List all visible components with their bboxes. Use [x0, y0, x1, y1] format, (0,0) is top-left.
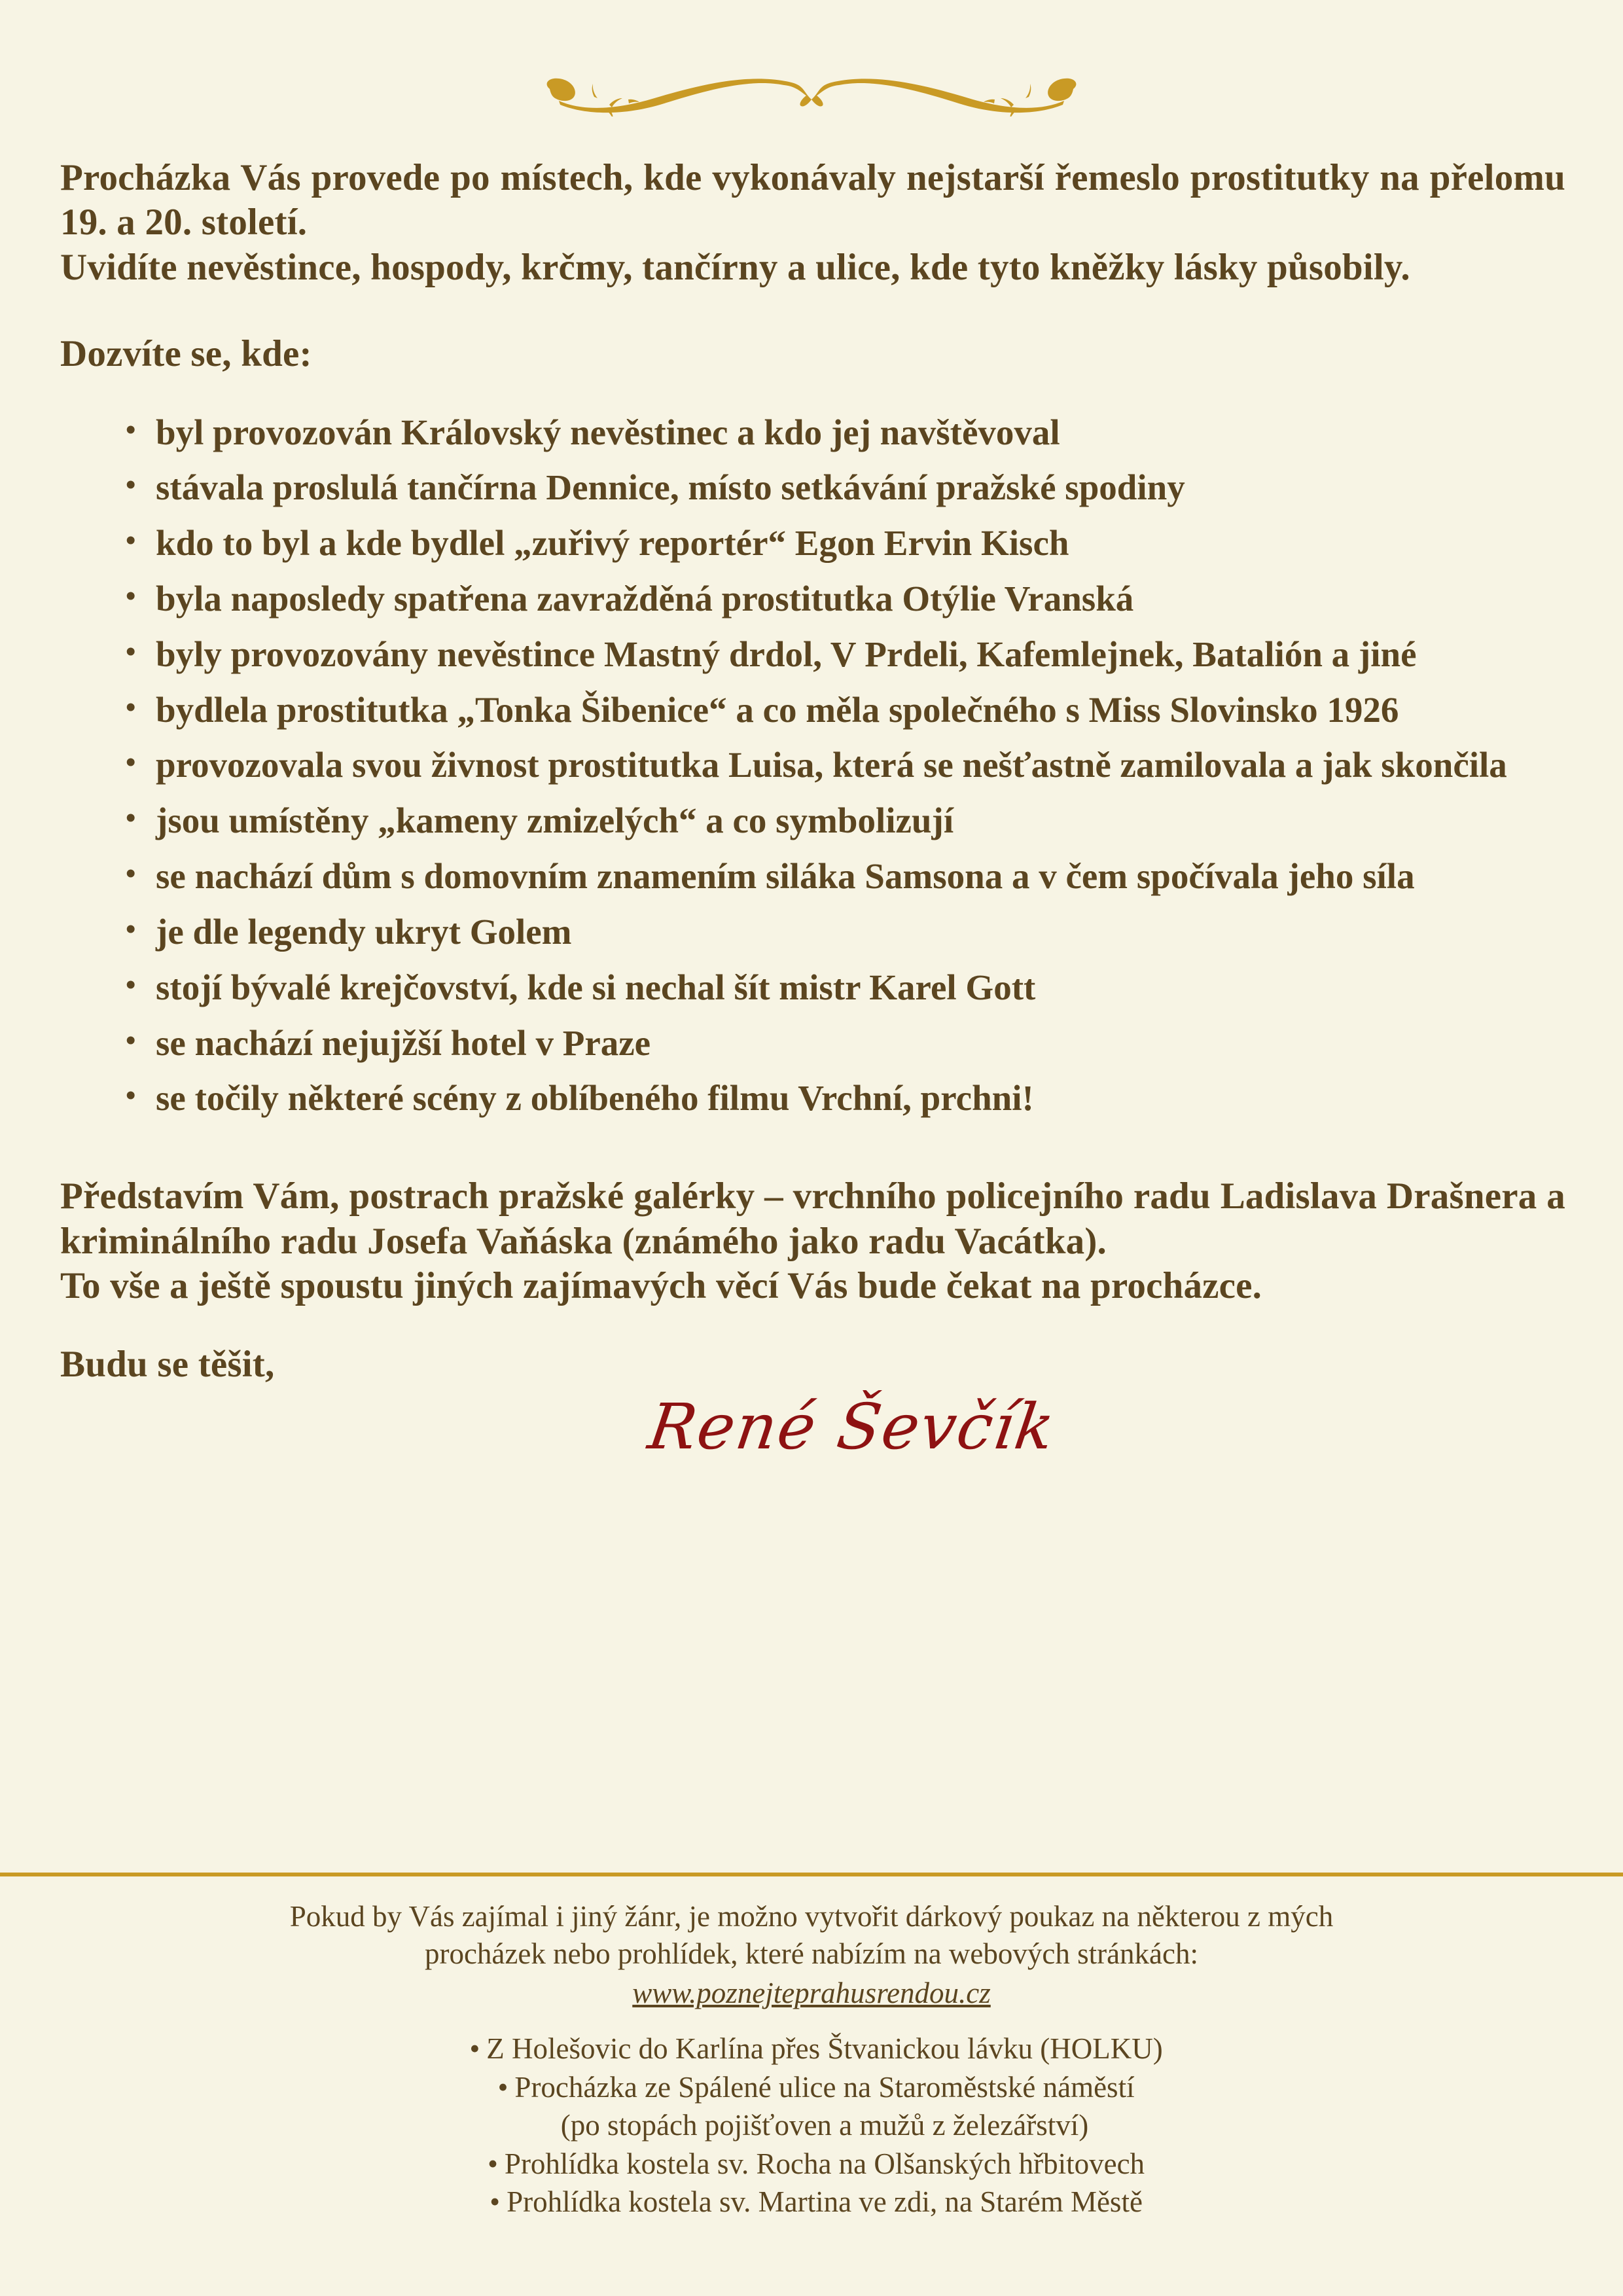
- list-item: • se točily některé scény z oblíbeného filmu Vrchní, prchni!: [126, 1077, 1565, 1121]
- signature-rene-sevcik: René Ševčík: [644, 1390, 1060, 1463]
- bullet-icon: •: [488, 2147, 498, 2180]
- list-item: • byl provozován Královský nevěstinec a kdo jej navštěvoval: [126, 411, 1565, 455]
- footer-list-subline: (po stopách pojišťoven a mužů z železářství): [560, 2109, 1089, 2142]
- footer-line-1: Pokud by Vás zajímal i jiný žánr, je možno vytvořit dárkový poukaz na některou z mých: [289, 1900, 1334, 1933]
- closing-paragraph-1: Představím Vám, postrach pražské galérky – vrchního policejního radu Ladislava Drašnera a kriminálního radu Josefa Vaňáska (známého jako radu Vacátka).: [60, 1175, 1565, 1262]
- intro-paragraph-2: Uvidíte nevěstince, hospody, krčmy, tančírny a ulice, kde tyto kněžky lásky působily.: [60, 246, 1410, 288]
- signoff-text: Budu se těšit,: [60, 1344, 275, 1386]
- list-item: • byly provozovány nevěstince Mastný drdol, V Prdeli, Kafemlejnek, Batalión a jiné: [126, 633, 1565, 677]
- footer-list-item-label: Prohlídka kostela sv. Martina ve zdi, na Starém Městě: [507, 2185, 1143, 2219]
- footer-list-item: [0, 2030, 1623, 2068]
- closing-paragraph-2: To vše a ještě spoustu jiných zajímavých věcí Vás bude čekat na procházce.: [60, 1265, 1262, 1306]
- bullet-icon: •: [490, 2185, 501, 2219]
- list-item: • bydlela prostitutka „Tonka Šibenice“ a co měla společného s Miss Slovinsko 1926: [126, 689, 1565, 732]
- footer-line-2: procházek nebo prohlídek, které nabízím na webových stránkách:: [424, 1937, 1199, 1970]
- list-item: • byla naposledy spatřena zavražděná prostitutka Otýlie Vranská: [126, 577, 1565, 621]
- footer-list-item-label: Z Holešovic do Karlína přes Štvanickou lávku (HOLKU): [486, 2032, 1163, 2066]
- footer-list-item: [0, 2183, 1623, 2221]
- list-item: • jsou umístěny „kameny zmizelých“ a co symbolizují: [126, 799, 1565, 843]
- ornament-header: [0, 0, 1623, 72]
- intro-paragraph-1: Procházka Vás provede po místech, kde vykonávaly nejstarší řemeslo prostitutky na přelomu 19. a 20. století.: [60, 157, 1565, 243]
- list-item: • provozovala svou živnost prostitutka Luisa, která se nešťastně zamilovala a jak skončila: [126, 744, 1565, 787]
- footer-list-item-label: Prohlídka kostela sv. Rocha na Olšanských hřbitovech: [504, 2147, 1145, 2180]
- list-item: • stávala proslulá tančírna Dennice, místo setkávání pražské spodiny: [126, 466, 1565, 510]
- footer-divider: [0, 1873, 1623, 1876]
- list-item: • stojí bývalé krejčovství, kde si nechal šít mistr Karel Gott: [126, 966, 1565, 1010]
- list-item: • je dle legendy ukryt Golem: [126, 910, 1565, 954]
- footer-list-item: [0, 2145, 1623, 2183]
- tours-list: [0, 2030, 1623, 2221]
- list-item: • se nachází dům s domovním znamením siláka Samsona a v čem spočívala jeho síla: [126, 855, 1565, 899]
- website-link[interactable]: www.poznejteprahusrendou.cz: [632, 1977, 991, 2010]
- signature-block: [60, 1390, 1565, 1463]
- footer-block: [0, 1898, 1623, 2221]
- lead-in-text: Dozvíte se, kde:: [60, 333, 312, 375]
- bullet-icon: •: [469, 2032, 480, 2066]
- bullet-icon: •: [497, 2070, 508, 2104]
- highlights-list: [60, 411, 1565, 1121]
- list-item: • se nachází nejujžší hotel v Praze: [126, 1022, 1565, 1066]
- footer-list-item: [0, 2068, 1623, 2107]
- letter-body: [60, 156, 1565, 1463]
- floral-flourish-icon: [524, 64, 1099, 117]
- list-item: • kdo to byl a kde bydlel „zuřivý reportér“ Egon Ervin Kisch: [126, 522, 1565, 565]
- footer-list-item-label: Procházka ze Spálené ulice na Staroměstské náměstí: [514, 2070, 1135, 2104]
